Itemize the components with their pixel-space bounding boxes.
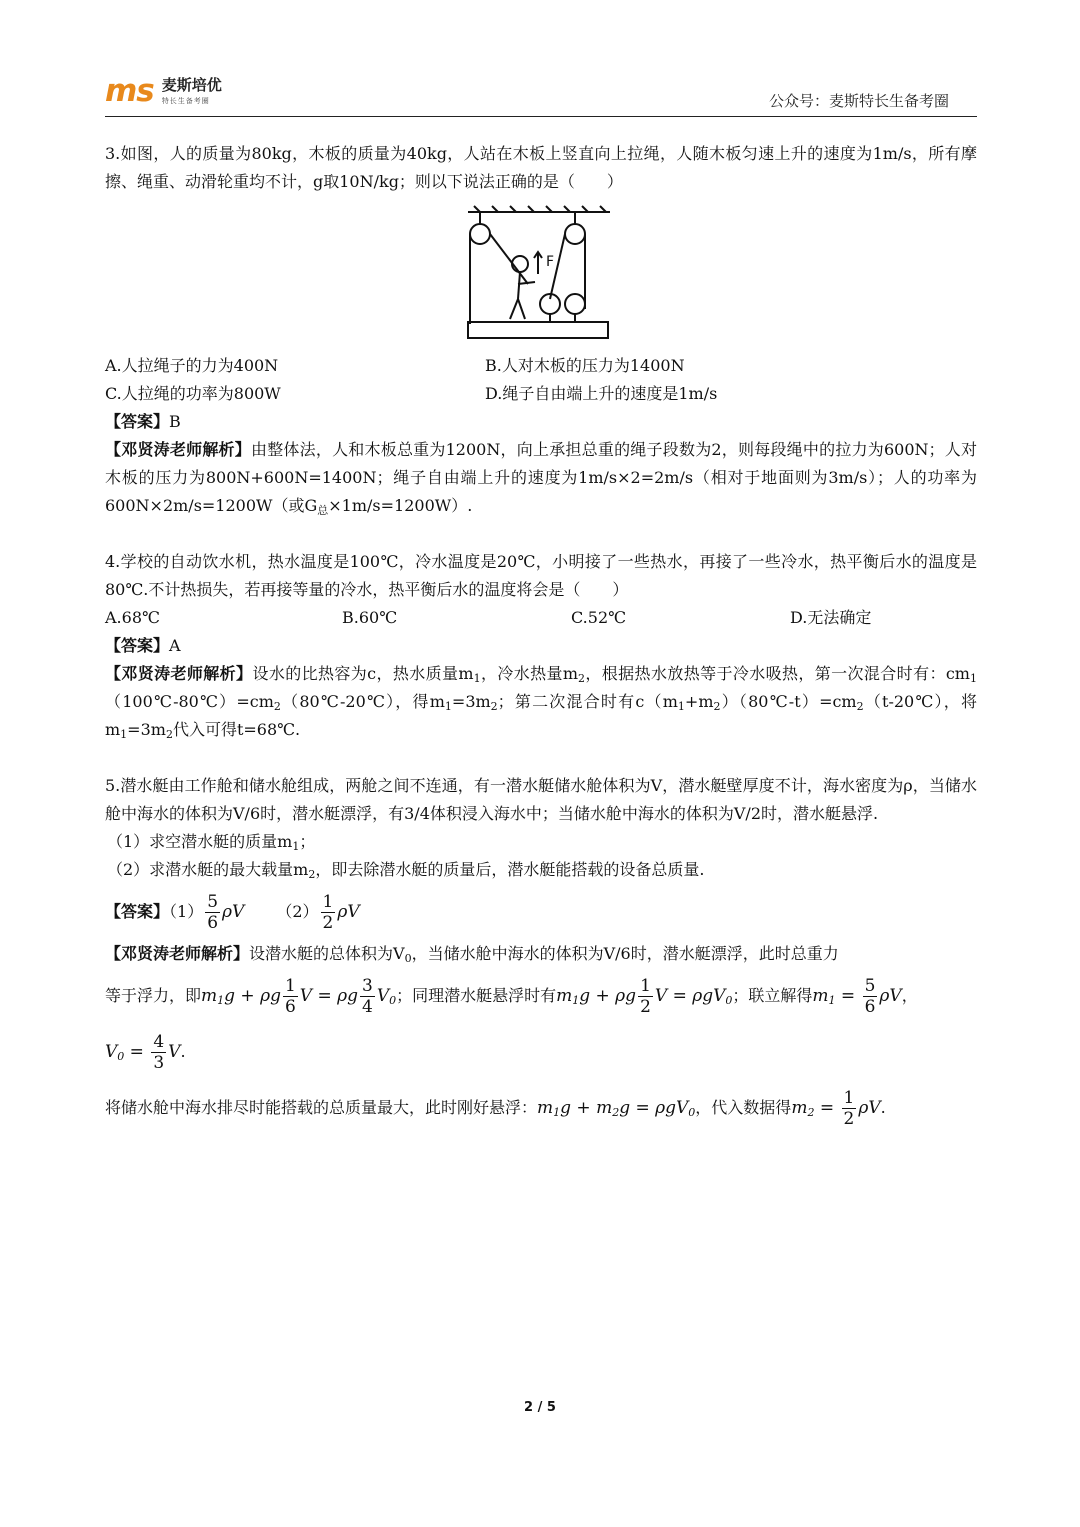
q3-option-b: B.人对木板的压力为1400N [485, 356, 685, 375]
q3-option-d: D.绳子自由端上升的速度是1m/s [485, 384, 718, 403]
q4-analysis: 【邓贤涛老师解析】设水的比热容为c，热水质量$m_1$，冷水热量$m_2$，根据热水放热等于冷水吸热，第一次混合时有：$cm_1(100℃-80℃)=cm_2(80℃-20℃)$，得$m_1=3m_2$；第二次混合时有$c(m_1+m_2)(80℃-t)=cm_2(t-20℃)$，将$m_1=3m_2$代入可得t=68℃. [105, 664, 977, 741]
page-header [105, 72, 977, 117]
page-number: 2 / 5 [524, 1400, 556, 1415]
q3-options [105, 352, 977, 408]
q5-stem: 5.潜水艇由工作舱和储水舱组成，两舱之间不连通，有一潜水艇储水舱体积为V，潜水艇壁厚度不计，海水密度为ρ，当储水舱中海水的体积为V/6时，潜水艇漂浮，有3/4体积浸入海水中；当储水舱中海水的体积为V/2时，潜水艇悬浮. [105, 776, 977, 823]
q5-analysis-line1: 【邓贤涛老师解析】设潜水艇的总体积为$V_0$，当储水舱中海水的体积为V/6时，潜水艇漂浮，此时总重力 [105, 944, 839, 965]
q3-stem: 3.如图，人的质量为80kg，木板的质量为40kg，人站在木板上竖直向上拉绳，人随木板匀速上升的速度为1m/s，所有摩擦、绳重、动滑轮重均不计，g取10N/kg；则以下说法正确的是（ ） [105, 144, 977, 191]
q3-answer: 【答案】B [105, 412, 181, 431]
pulley-figure [450, 204, 620, 344]
logo-name: 麦斯培优 [161, 76, 222, 95]
q5-analysis-line2: 等于浮力，即$m_1g + \rho g$ $\frac{1}{6}$ V = ρg $\frac{3}{4}$ $V_0$；同理潜水艇悬浮时有$m_1g + \rho g$ $\frac{1}{2}$ V = ρgV$_0$；联立解得$m_1$ = $\frac{5}{6}$ ρV， [105, 976, 918, 1017]
q4-option-b: B.60℃ [342, 608, 398, 627]
account-name: 公众号：麦斯特长生备考圈 [768, 92, 949, 110]
q4-option-a: A.68℃ [105, 608, 160, 627]
logo [105, 73, 222, 109]
logo-mark: ms [105, 73, 154, 109]
logo-subtitle: 特长生备考圈 [161, 96, 210, 105]
q4-stem: 4.学校的自动饮水机，热水温度是100℃，冷水温度是20℃，小明接了一些热水，再接了一些冷水，热平衡后水的温度是80℃.不计热损失，若再接等量的冷水，热平衡后水的温度将会是（ ） [105, 552, 977, 599]
q4-answer: 【答案】A [105, 636, 181, 655]
q3-option-c: C.人拉绳的功率为800W [105, 384, 281, 403]
q5-analysis-line3: $V_0$ = $\frac{4}{3}$ V. [105, 1032, 186, 1073]
q5-answer: 【答案】（1） $\frac{5}{6}$ ρV （2） $\frac{1}{2}$ ρV [105, 892, 360, 933]
force-label: F [546, 254, 555, 270]
q3-analysis: 【邓贤涛老师解析】由整体法，人和木板总重为1200N，向上承担总重的绳子段数为2，则每段绳中的拉力为600N；人对木板的压力为800N+600N=1400N；绳子自由端上升的速度为1m/s×2=2m/s（相对于地面则为3m/s）；人的功率为600N×2m/s=1200W（或$G_总\times 1m/s=1200W$）. [105, 440, 977, 517]
page-content [105, 140, 977, 1136]
q5-sub1: （1）求空潜水艇的质量$m_1$； [107, 832, 316, 853]
q4-options [105, 604, 977, 632]
q3-option-a: A.人拉绳子的力为400N [105, 356, 279, 375]
q4-option-c: C.52℃ [571, 608, 627, 627]
q4-option-d: D.无法确定 [790, 608, 872, 627]
q5-sub2: （2）求潜水艇的最大载量$m_2$，即去除潜水艇的质量后，潜水艇能搭载的设备总质量. [107, 860, 705, 881]
q5-analysis-line4: 将储水舱中海水排尽时能搭载的总质量最大，此时刚好悬浮：$m_1g + m_2g = \rho gV_0$，代入数据得$m_2$ = $\frac{1}{2}$ ρV. [105, 1088, 886, 1129]
